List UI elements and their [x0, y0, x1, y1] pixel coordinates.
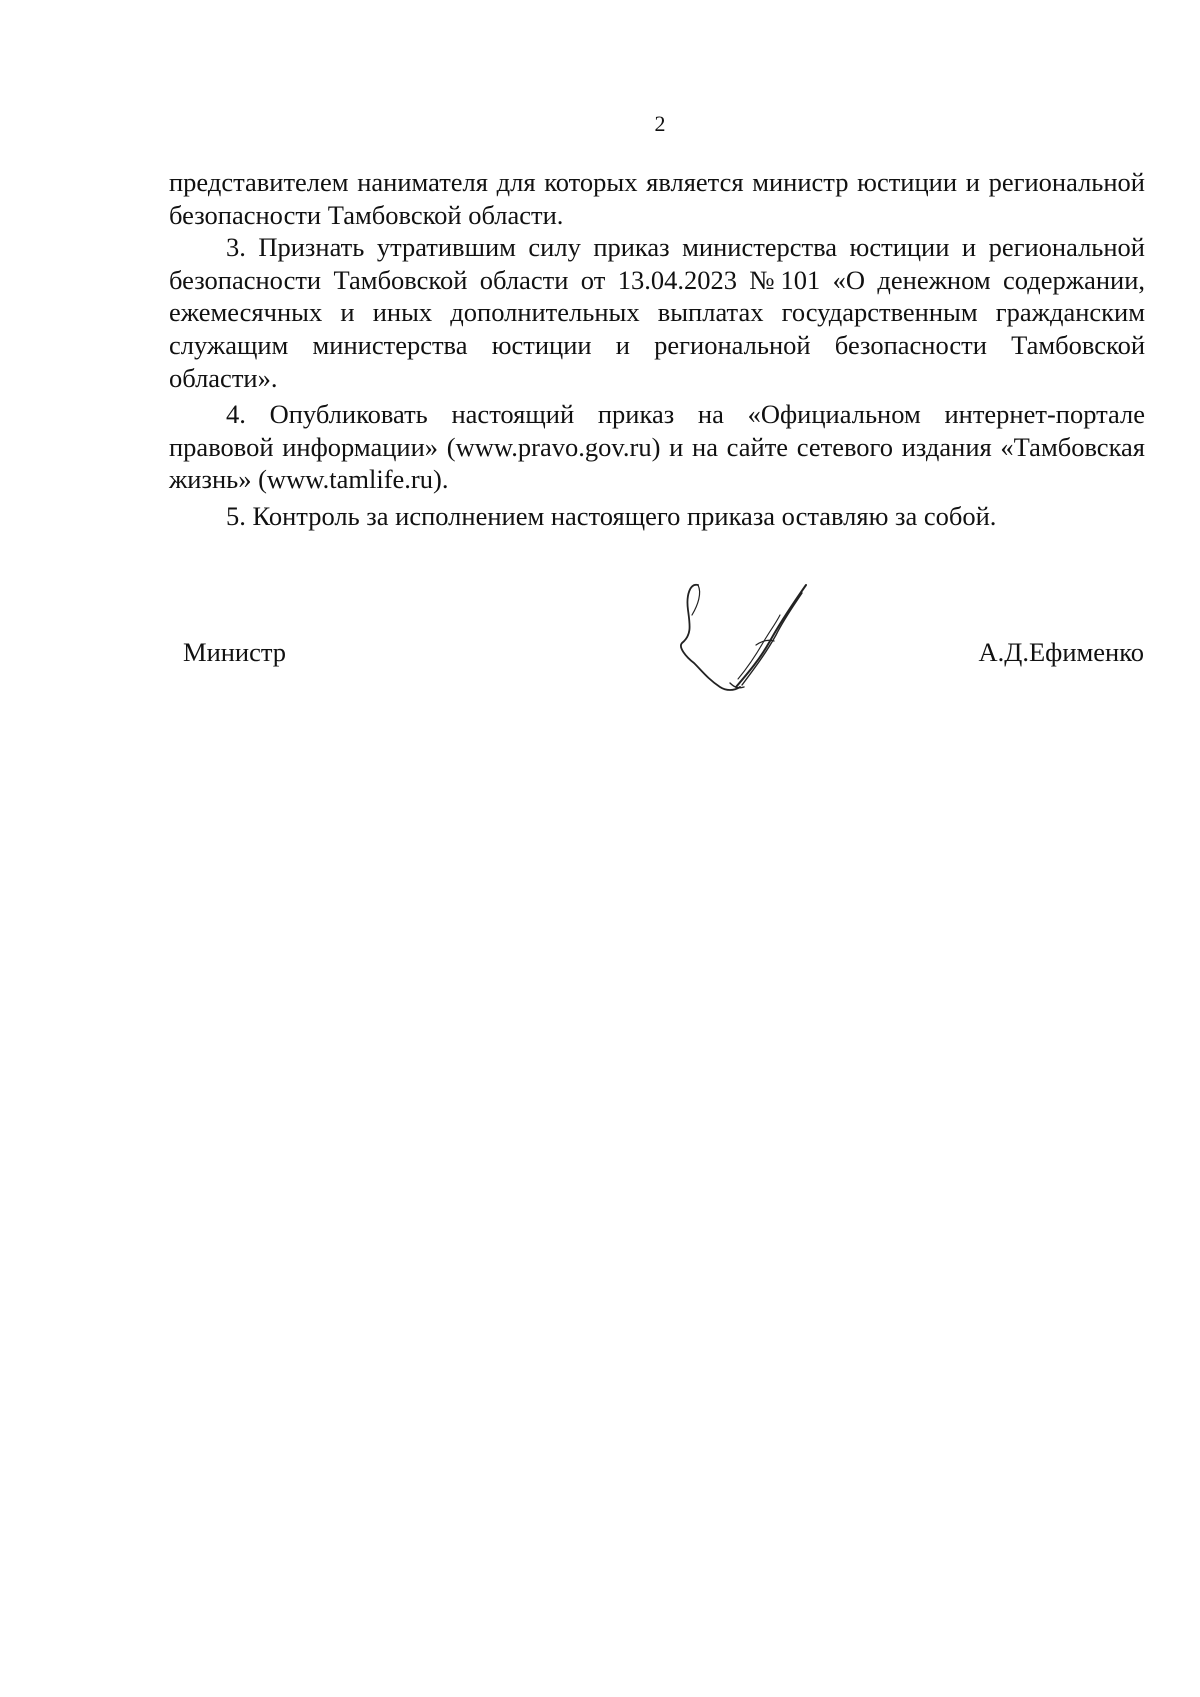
signatory-name: А.Д.Ефименко [978, 637, 1144, 667]
paragraph-continuation: представителем нанимателя для которых является министр юстиции и региональной безопасности Тамбовской области. [169, 167, 1145, 230]
signatory-title: Министр [183, 637, 287, 667]
paragraph-item-5: 5. Контроль за исполнением настоящего приказа оставляю за собой. [226, 500, 997, 531]
page-number: 2 [654, 111, 666, 136]
signature-block [0, 0, 1200, 760]
paragraph-item-4: 4. Опубликовать настоящий приказ на «Официальном интернет-портале правовой информации» (www.pravo.gov.ru) и на сайте сетевого издания «Тамбовская жизнь» (www.tamlife.ru). [169, 399, 1145, 495]
handwritten-signature-icon [668, 575, 828, 700]
paragraph-item-3: 3. Признать утратившим силу приказ министерства юстиции и региональной безопасности Тамбовской области от 13.04.2023 №101 «О денежном содержании, ежемесячных и иных дополнительных выплатах государственным гражданским служащим министерства юстиции и региональной безопасности Тамбовской области». [169, 232, 1145, 393]
